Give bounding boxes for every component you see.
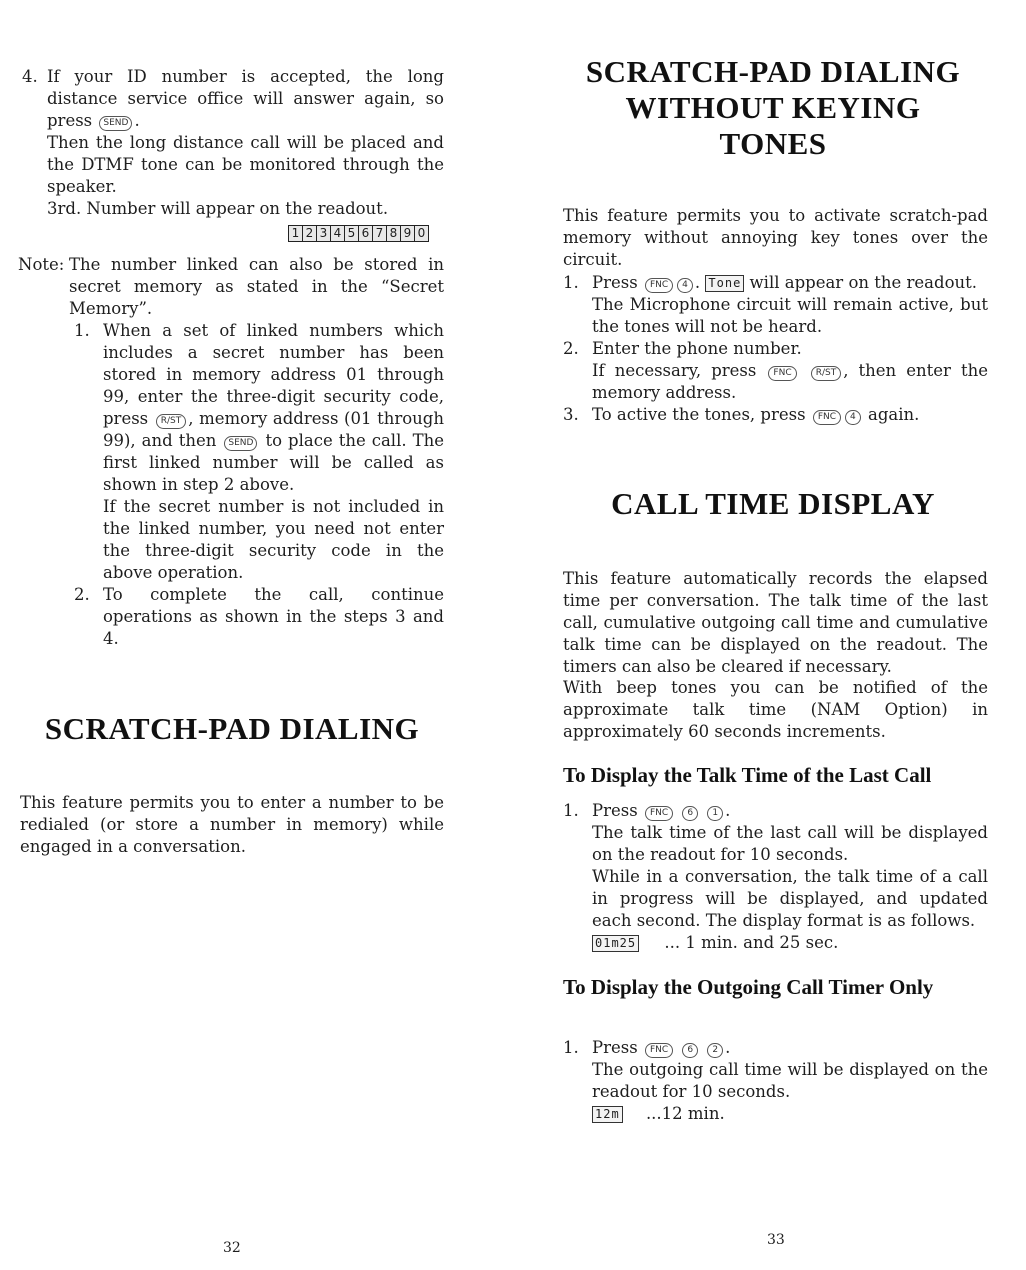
step1-post: will appear on the readout. <box>749 273 978 292</box>
sub2-keys: Press FNC 6 2 . <box>592 1038 731 1057</box>
sub1-readout-desc: ... 1 min. and 25 sec. <box>664 933 839 952</box>
step4-text-c: 3rd. Number will appear on the readout. <box>47 199 389 218</box>
step3-text <box>592 404 988 426</box>
step-number: 1. <box>563 801 579 820</box>
tone-readout: Tone <box>705 275 744 292</box>
title-line-3: TONES <box>719 126 827 161</box>
sub2-readout-desc: ...12 min. <box>645 1104 725 1123</box>
subsection-title-last-call: To Display the Talk Time of the Last Call <box>563 763 932 787</box>
readout-digits <box>288 225 429 242</box>
fnc-key-icon: FNC <box>768 366 796 381</box>
sub2-text-a: The outgoing call time will be displayed on the readout for 10 seconds. <box>592 1060 988 1101</box>
right-page <box>515 0 1026 1270</box>
step3-pre: To active the tones, press <box>592 405 806 424</box>
note-item1-text-c: to place the call. The first linked number will be called as shown in step 2 above. <box>103 431 445 494</box>
readout-digit: 5 <box>345 226 359 241</box>
readout-digit: 2 <box>303 226 317 241</box>
step4-text-a: If your ID number is accepted, the long distance service office will answer again, so press <box>47 67 444 130</box>
six-key-icon: 6 <box>682 806 698 821</box>
step2-post: , then enter the memory address. <box>592 361 988 402</box>
step3-post: again. <box>868 405 920 424</box>
step2-pre: If necessary, press <box>592 361 757 380</box>
rst-key-icon: R/ST <box>811 366 842 381</box>
left-page <box>0 0 500 1270</box>
subsection-title-outgoing-timer: To Display the Outgoing Call Timer Only <box>563 975 934 999</box>
step1-pre: Press <box>592 273 638 292</box>
call-time-title: CALL TIME DISPLAY <box>611 486 935 521</box>
section-title <box>563 54 983 162</box>
note-item1-text <box>103 320 444 496</box>
fnc-key-icon: FNC <box>645 806 673 821</box>
sub1-pre: Press <box>592 801 638 820</box>
one-key-icon: 1 <box>707 806 723 821</box>
readout-digit: 4 <box>331 226 345 241</box>
step-number: 3. <box>563 405 579 424</box>
sub1-text-a: The talk time of the last call will be displayed on the readout for 10 seconds. <box>592 823 988 864</box>
sub2-readout-row <box>592 1103 988 1125</box>
call-time-intro-b: With beep tones you can be notified of the approximate talk time (NAM Option) in approximately 60 seconds increments. <box>563 678 988 741</box>
note-text: The number linked can also be stored in secret memory as stated in the “Secret Memory”. <box>69 255 444 318</box>
rst-key-icon: R/ST <box>156 414 187 429</box>
step-number: 1. <box>563 1038 579 1057</box>
step2-text: Enter the phone number. <box>592 339 802 358</box>
sub1-readout-row <box>592 932 988 954</box>
step2-keys <box>592 360 988 404</box>
fnc-key-icon: FNC <box>645 1043 673 1058</box>
sub1-keys: Press FNC 6 1 . <box>592 801 731 820</box>
talk-time-readout: 01m25 <box>592 935 639 952</box>
readout-digit: 8 <box>387 226 401 241</box>
send-key-icon: SEND <box>224 436 257 451</box>
sub1-text-b: While in a conversation, the talk time of a call in progress will be displayed, and updated each second. The display format is as follows. <box>592 867 988 930</box>
four-key-icon: 4 <box>845 410 861 425</box>
step-number: 4. <box>22 67 38 86</box>
section-title: SCRATCH-PAD DIALING <box>44 711 420 746</box>
readout-digit: 0 <box>415 226 428 241</box>
readout-digit: 7 <box>373 226 387 241</box>
readout-digit: 9 <box>401 226 415 241</box>
digit-readout <box>288 221 429 243</box>
outgoing-time-readout: 12m <box>592 1106 623 1123</box>
step1-body: The Microphone circuit will remain active, but the tones will not be heard. <box>592 295 988 336</box>
six-key-icon: 6 <box>682 1043 698 1058</box>
call-time-intro-a: This feature automatically records the elapsed time per conversation. The talk time of the last call, cumulative outgoing call time and cumulative talk time can be displayed on the readout. The timers can also be cleared if necessary. <box>563 569 988 676</box>
four-key-icon: 4 <box>677 278 693 293</box>
step4-text: If your ID number is accepted, the long distance service office will answer again, so press SEND . <box>47 67 444 130</box>
title-line-1: SCRATCH-PAD DIALING <box>585 54 961 89</box>
step-number: 2. <box>563 339 579 358</box>
section-body: This feature permits you to enter a number to be redialed (or store a number in memory) while engaged in a conversation. <box>20 793 444 856</box>
note-item2-number: 2. <box>74 585 90 604</box>
step1-text: Press FNC 4 . Tone will appear on the readout. <box>592 273 978 292</box>
note-item2-text: To complete the call, continue operations as shown in the steps 3 and 4. <box>103 585 444 648</box>
send-key-icon: SEND <box>99 116 132 131</box>
title-line-2: WITHOUT KEYING <box>625 90 921 125</box>
step4-text-b: Then the long distance call will be placed and the DTMF tone can be monitored through the speaker. <box>47 133 444 196</box>
step-number: 1. <box>563 273 579 292</box>
note-item1-text-d: If the secret number is not included in the linked number, you need not enter the three-digit security code in the above operation. <box>103 497 444 582</box>
two-key-icon: 2 <box>707 1043 723 1058</box>
note-item1-text-a: When a set of linked numbers which includes a secret number has been stored in memory address 01 through 99, enter the three-digit security code, press <box>103 321 444 428</box>
page-number: 32 <box>223 1240 241 1256</box>
readout-digit: 6 <box>359 226 373 241</box>
fnc-key-icon: FNC <box>813 410 841 425</box>
section-intro: This feature permits you to activate scratch-pad memory without annoying key tones over the circuit. <box>563 206 988 269</box>
fnc-key-icon: FNC <box>645 278 673 293</box>
note-item1-text-b: , memory address (01 through 99), and then <box>103 409 444 450</box>
page-number: 33 <box>767 1232 785 1248</box>
readout-digit: 3 <box>317 226 331 241</box>
sub2-pre: Press <box>592 1038 638 1057</box>
note-label: Note: <box>18 255 65 274</box>
note-item1-number: 1. <box>74 321 90 340</box>
readout-digit: 1 <box>289 226 303 241</box>
